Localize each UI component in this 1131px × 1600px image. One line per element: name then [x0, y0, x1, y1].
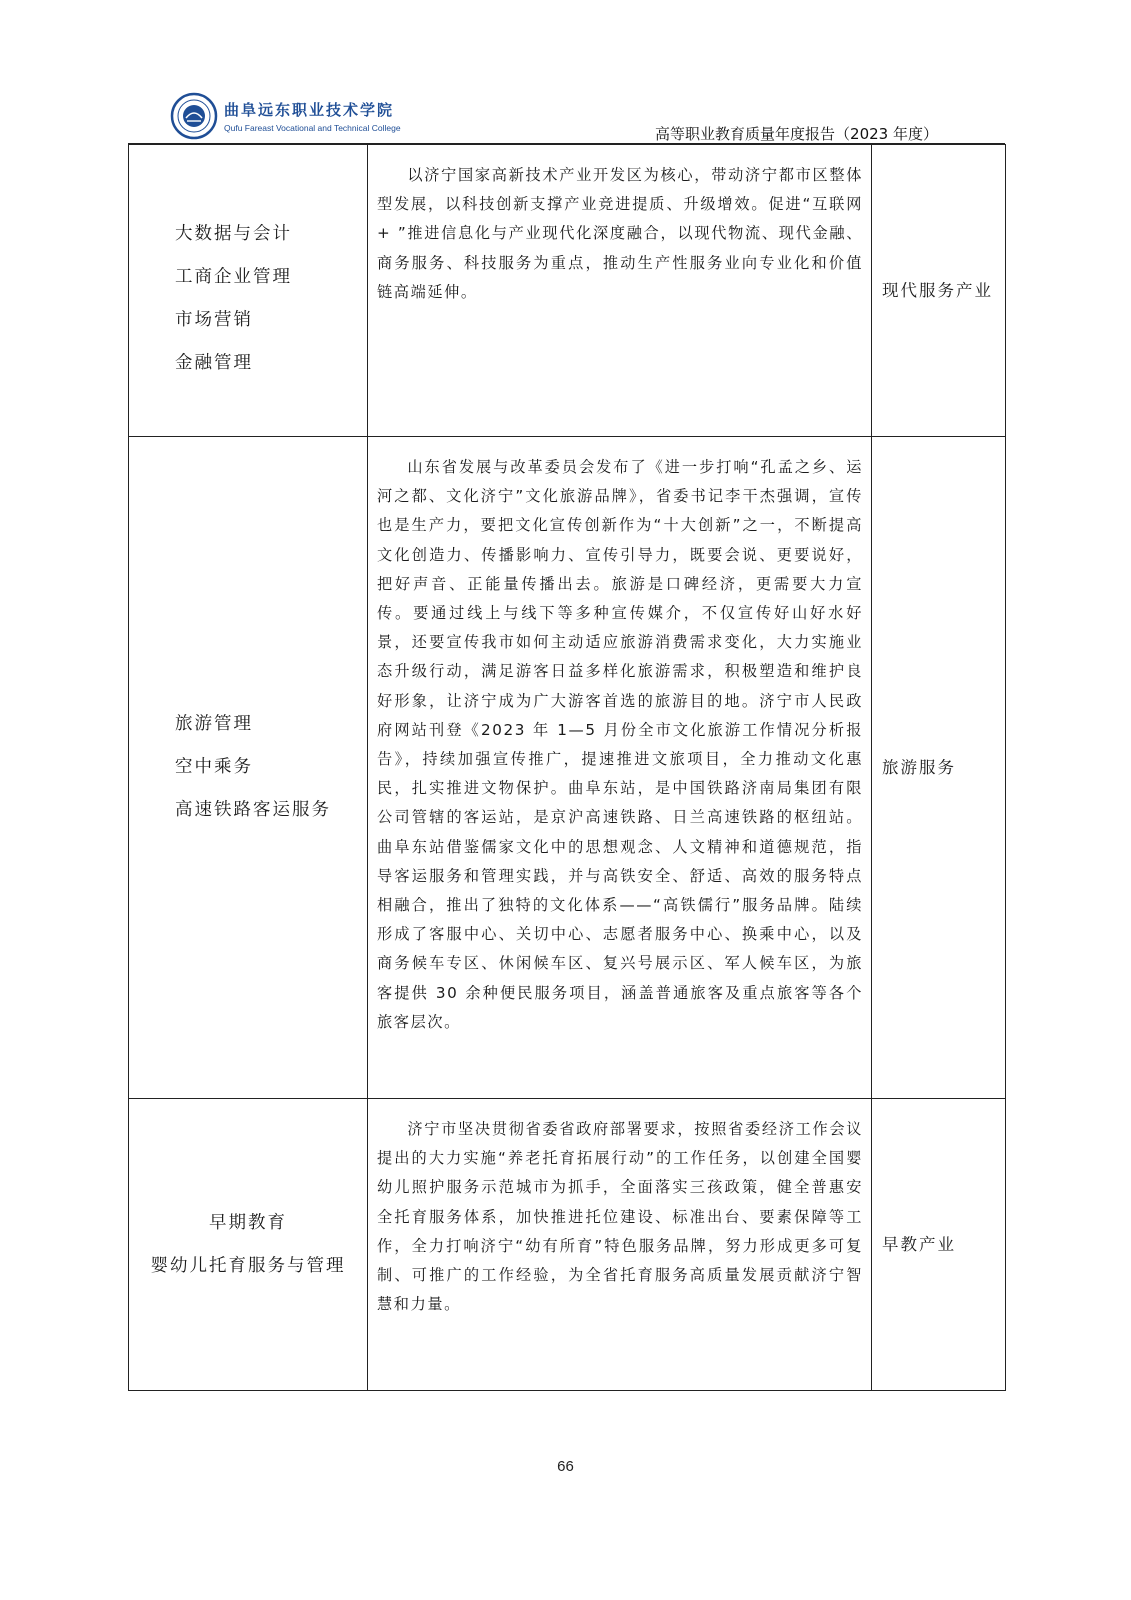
college-seal-icon	[170, 92, 218, 140]
majors-cell	[129, 437, 368, 1099]
table-row	[129, 437, 1006, 1099]
industry-description: 以济宁国家高新技术产业开发区为核心，带动济宁都市区整体型发展，以科技创新支撑产业竞进提质、升级增效。促进“互联网+ ”推进信息化与产业现代化深度融合，以现代物流、现代金融、商务服务、科技服务为重点，推动生产性服务业向专业化和价值链高端延伸。	[377, 166, 863, 301]
college-logo	[170, 92, 401, 140]
description-cell	[368, 1099, 872, 1391]
page-number: 66	[557, 1458, 574, 1475]
report-title: 高等职业教育质量年度报告（2023 年度）	[655, 125, 938, 143]
industry-description: 济宁市坚决贯彻省委省政府部署要求，按照省委经济工作会议提出的大力实施“养老托育拓展行动”的工作任务，以创建全国婴幼儿照护服务示范城市为抓手，全面落实三孩政策，健全普惠安全托育服务体系，加快推进托位建设、标准出台、要素保障等工作，全力打响济宁“幼有所育”特色服务品牌，努力形成更多可复制、可推广的工作经验，为全省托育服务高质量发展贡献济宁智慧和力量。	[377, 1120, 863, 1314]
table-row	[129, 1099, 1006, 1391]
industry-label: 现代服务产业	[882, 280, 993, 300]
major-item: 高速铁路客运服务	[175, 800, 331, 820]
description-cell	[368, 437, 872, 1099]
major-item: 金融管理	[175, 353, 253, 373]
majors-cell	[129, 145, 368, 437]
major-item: 工商企业管理	[175, 267, 292, 287]
major-item: 市场营销	[175, 310, 253, 330]
college-name-en: Qufu Fareast Vocational and Technical College	[224, 123, 401, 133]
description-cell	[368, 145, 872, 437]
table-row	[129, 145, 1006, 437]
industry-cell	[872, 1099, 1006, 1391]
major-item: 空中乘务	[175, 757, 253, 777]
major-item: 婴幼儿托育服务与管理	[150, 1255, 346, 1276]
industry-label: 早教产业	[882, 1234, 956, 1254]
industry-label: 旅游服务	[882, 757, 956, 777]
majors-cell	[129, 1099, 368, 1391]
major-item: 旅游管理	[175, 714, 253, 734]
major-item: 大数据与会计	[175, 224, 292, 244]
industry-cell	[872, 437, 1006, 1099]
industry-major-table	[128, 144, 1006, 1391]
major-item: 早期教育	[209, 1212, 287, 1233]
college-name-cn: 曲阜远东职业技术学院	[224, 101, 395, 119]
industry-description: 山东省发展与改革委员会发布了《进一步打响“孔孟之乡、运河之都、文化济宁”文化旅游品牌》，省委书记李干杰强调，宣传也是生产力，要把文化宣传创新作为“十大创新”之一，不断提高文化创造力、传播影响力、宣传引导力，既要会说、更要说好，把好声音、正能量传播出去。旅游是口碑经济，更需要大力宣传。要通过线上与线下等多种宣传媒介，不仅宣传好山好水好景，还要宣传我市如何主动适应旅游消费需求变化，大力实施业态升级行动，满足游客日益多样化旅游需求，积极塑造和维护良好形象，让济宁成为广大游客首选的旅游目的地。济宁市人民政府网站刊登《2023 年 1—5 月份全市文化旅游工作情况分析报告》，持续加强宣传推广，提速推进文旅项目，全力推动文化惠民，扎实推进文物保护。曲阜东站，是中国铁路济南局集团有限公司管辖的客运站，是京沪高速铁路、日兰高速铁路的枢纽站。曲阜东站借鉴儒家文化中的思想观念、人文精神和道德规范，指导客运服务和管理实践，并与高铁安全、舒适、高效的服务特点相融合，推出了独特的文化体系——“高铁儒行”服务品牌。陆续形成了客服中心、关切中心、志愿者服务中心、换乘中心，以及商务候车专区、休闲候车区、复兴号展示区、军人候车区，为旅客提供 30 余种便民服务项目，涵盖普通旅客及重点旅客等各个旅客层次。	[377, 458, 863, 1031]
industry-cell	[872, 145, 1006, 437]
